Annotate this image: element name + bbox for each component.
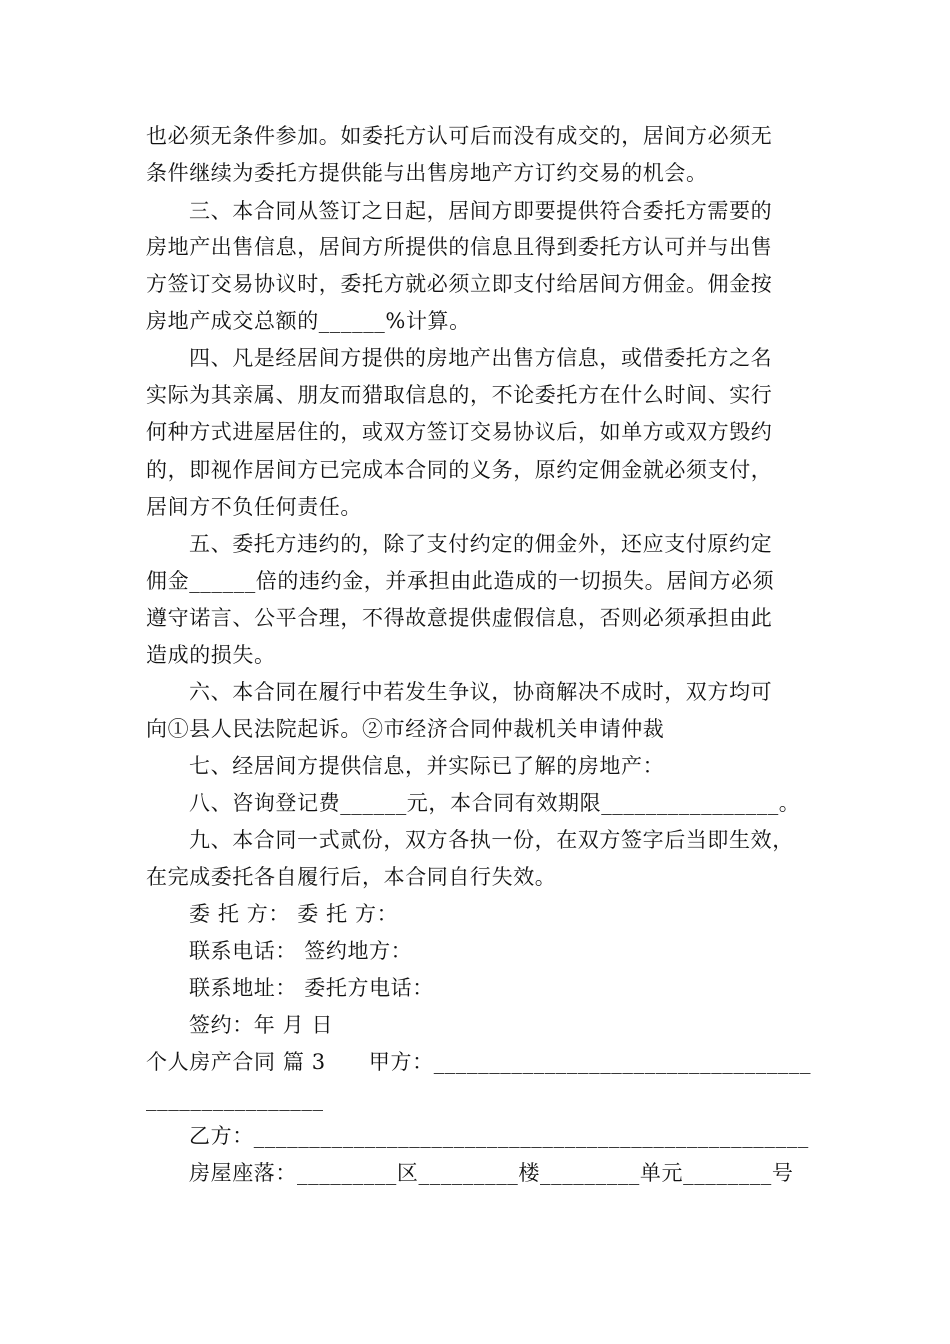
text-line: 房地产成交总额的______%计算。 (146, 309, 471, 333)
text-line: 八、咨询登记费______元，本合同有效期限________________。 (189, 791, 801, 815)
text-line: 实际为其亲属、朋友而猎取信息的，不论委托方在什么时间、实行 (146, 383, 773, 407)
text-line: 遵守诺言、公平合理，不得故意提供虚假信息，否则必须承担由此 (146, 606, 773, 630)
text-line: 条件继续为委托方提供能与出售房地产方订约交易的机会。 (146, 161, 708, 185)
text-line: 居间方不负任何责任。 (146, 495, 362, 519)
text-line: 也必须无条件参加。如委托方认可后而没有成交的，居间方必须无 (146, 124, 773, 148)
text-line: 方签订交易协议时，委托方就必须立即支付给居间方佣金。佣金按 (146, 272, 773, 296)
text-line: ________________ (146, 1087, 324, 1111)
text-line: 房屋座落：_________区_________楼_________单元________号 (189, 1161, 794, 1185)
signature-field-line: 委 托 方： 委 托 方： (189, 902, 399, 926)
text-line: 造成的损失。 (146, 643, 276, 667)
text-line: 九、本合同一式贰份，双方各执一份，在双方签字后当即生效， (189, 828, 794, 852)
text-line: 四、凡是经居间方提供的房地产出售方信息，或借委托方之名 (189, 346, 773, 370)
text-line: 在完成委托各自履行后，本合同自行失效。 (146, 865, 557, 889)
text-line: 七、经居间方提供信息，并实际已了解的房地产： (189, 754, 665, 778)
text-line: 的，即视作居间方已完成本合同的义务，原约定佣金就必须支付， (146, 458, 773, 482)
text-line: 向①县人民法院起诉。②市经济合同仲裁机关申请仲裁 (146, 717, 665, 741)
text-line: 乙方：__________________________________________________ (189, 1124, 809, 1148)
text-line: 房地产出售信息，居间方所提供的信息且得到委托方认可并与出售 (146, 235, 773, 259)
section-heading-line: 个人房产合同 篇 3 甲方：__________________________________ (146, 1050, 812, 1074)
text-line: 佣金______倍的违约金，并承担由此造成的一切损失。居间方必须 (146, 569, 775, 593)
text-line: 何种方式进屋居住的，或双方签订交易协议后，如单方或双方毁约 (146, 420, 773, 444)
text-line: 五、委托方违约的，除了支付约定的佣金外，还应支付原约定 (189, 532, 773, 556)
signature-field-line: 联系地址： 委托方电话： (189, 976, 434, 1000)
signature-field-line: 签约：年 月 日 (189, 1013, 334, 1037)
signature-field-line: 联系电话： 签约地方： (189, 939, 413, 963)
text-line: 六、本合同在履行中若发生争议，协商解决不成时，双方均可 (189, 680, 773, 704)
text-line: 三、本合同从签订之日起，居间方即要提供符合委托方需要的 (189, 199, 773, 223)
